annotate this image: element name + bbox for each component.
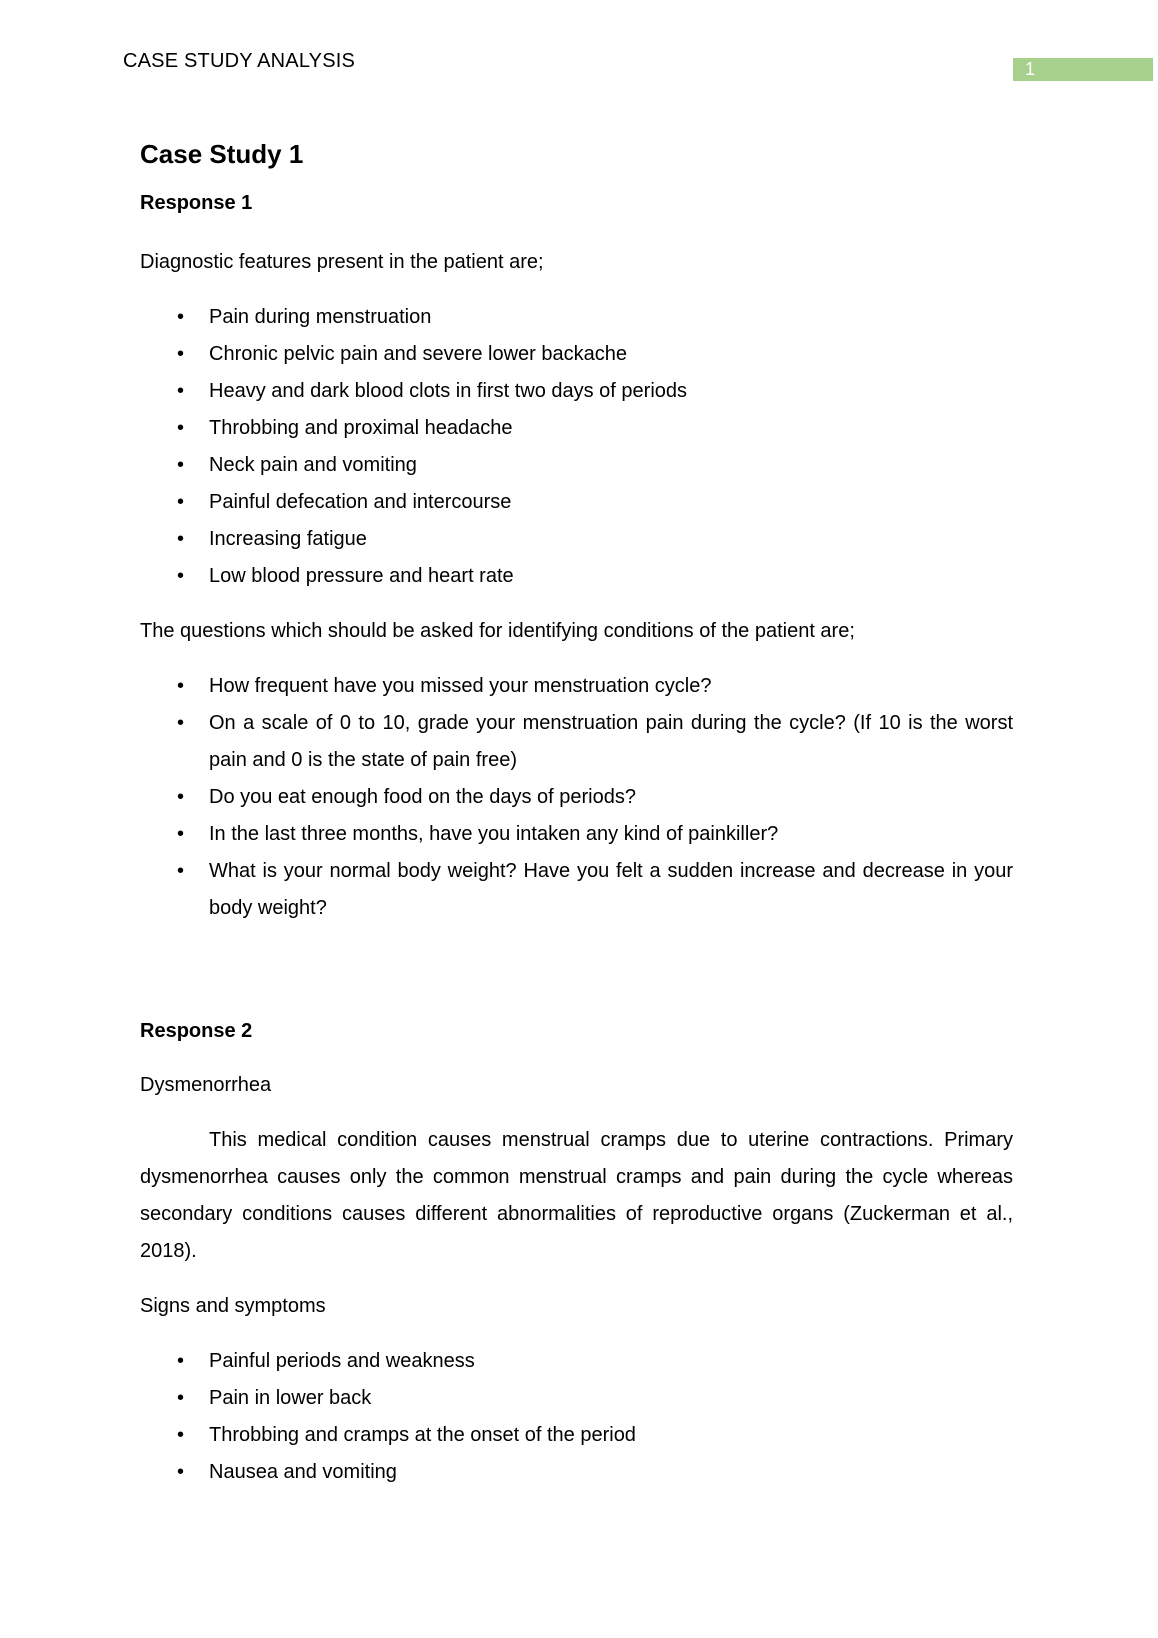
bullet-icon: • bbox=[177, 306, 185, 328]
list-item: • In the last three months, have you intaken any kind of painkiller? bbox=[140, 816, 1013, 853]
signs-list bbox=[140, 1343, 1013, 1491]
bullet-icon: • bbox=[177, 823, 185, 845]
response2-heading: Response 2 bbox=[140, 1020, 253, 1042]
bullet-icon: • bbox=[177, 1424, 185, 1446]
bullet-icon: • bbox=[177, 786, 185, 808]
bullet-icon: • bbox=[177, 712, 185, 734]
list-item: • Heavy and dark blood clots in first two days of periods bbox=[140, 373, 1013, 410]
bullet-icon: • bbox=[177, 565, 185, 587]
list-item: • How frequent have you missed your menstruation cycle? bbox=[140, 668, 1013, 705]
list-item: • Throbbing and cramps at the onset of the period bbox=[140, 1417, 1013, 1454]
bullet-icon: • bbox=[177, 491, 185, 513]
running-head: CASE STUDY ANALYSIS bbox=[123, 50, 356, 72]
response1-heading: Response 1 bbox=[140, 192, 253, 214]
questions-list bbox=[140, 668, 1013, 927]
diagnostic-intro: Diagnostic features present in the patient are; bbox=[140, 251, 544, 273]
bullet-icon: • bbox=[177, 454, 185, 476]
response2-heading-wrap bbox=[140, 1011, 1013, 1067]
bullet-icon: • bbox=[177, 1350, 185, 1372]
list-item: • Increasing fatigue bbox=[140, 521, 1013, 558]
signs-heading: Signs and symptoms bbox=[140, 1295, 326, 1317]
list-item: • Pain during menstruation bbox=[140, 299, 1013, 336]
bullet-icon: • bbox=[177, 675, 185, 697]
document-body bbox=[140, 134, 1013, 1491]
list-item: • Painful defecation and intercourse bbox=[140, 484, 1013, 521]
condition-name: Dysmenorrhea bbox=[140, 1074, 272, 1096]
bullet-icon: • bbox=[177, 417, 185, 439]
list-item: • Painful periods and weakness bbox=[140, 1343, 1013, 1380]
list-item: • Low blood pressure and heart rate bbox=[140, 558, 1013, 595]
list-item: • Chronic pelvic pain and severe lower backache bbox=[140, 336, 1013, 373]
list-item: • On a scale of 0 to 10, grade your menstruation pain during the cycle? (If 10 is the worst pain and 0 is the state of pain free) bbox=[140, 705, 1013, 779]
bullet-icon: • bbox=[177, 1387, 185, 1409]
list-item: • Throbbing and proximal headache bbox=[140, 410, 1013, 447]
page-number: 1 bbox=[1013, 58, 1153, 81]
bullet-icon: • bbox=[177, 528, 185, 550]
condition-paragraph: This medical condition causes menstrual cramps due to uterine contractions. Primary dysmenorrhea causes only the common menstrual cramps and pain during the cycle whereas secondary conditions causes different abnormalities of reproductive organs (Zuckerman et al., 2018). bbox=[140, 1129, 1013, 1262]
bullet-icon: • bbox=[177, 1461, 185, 1483]
list-item: • Neck pain and vomiting bbox=[140, 447, 1013, 484]
questions-intro: The questions which should be asked for identifying conditions of the patient are; bbox=[140, 620, 855, 642]
diagnostic-features-list bbox=[140, 299, 1013, 595]
list-item: • Pain in lower back bbox=[140, 1380, 1013, 1417]
list-item: • Do you eat enough food on the days of periods? bbox=[140, 779, 1013, 816]
bullet-icon: • bbox=[177, 860, 185, 882]
bullet-icon: • bbox=[177, 380, 185, 402]
list-item: • Nausea and vomiting bbox=[140, 1454, 1013, 1491]
document-title: Case Study 1 bbox=[140, 139, 304, 169]
response1-heading-wrap bbox=[140, 182, 1013, 244]
list-item: • What is your normal body weight? Have you felt a sudden increase and decrease in your body weight? bbox=[140, 853, 1013, 927]
bullet-icon: • bbox=[177, 343, 185, 365]
